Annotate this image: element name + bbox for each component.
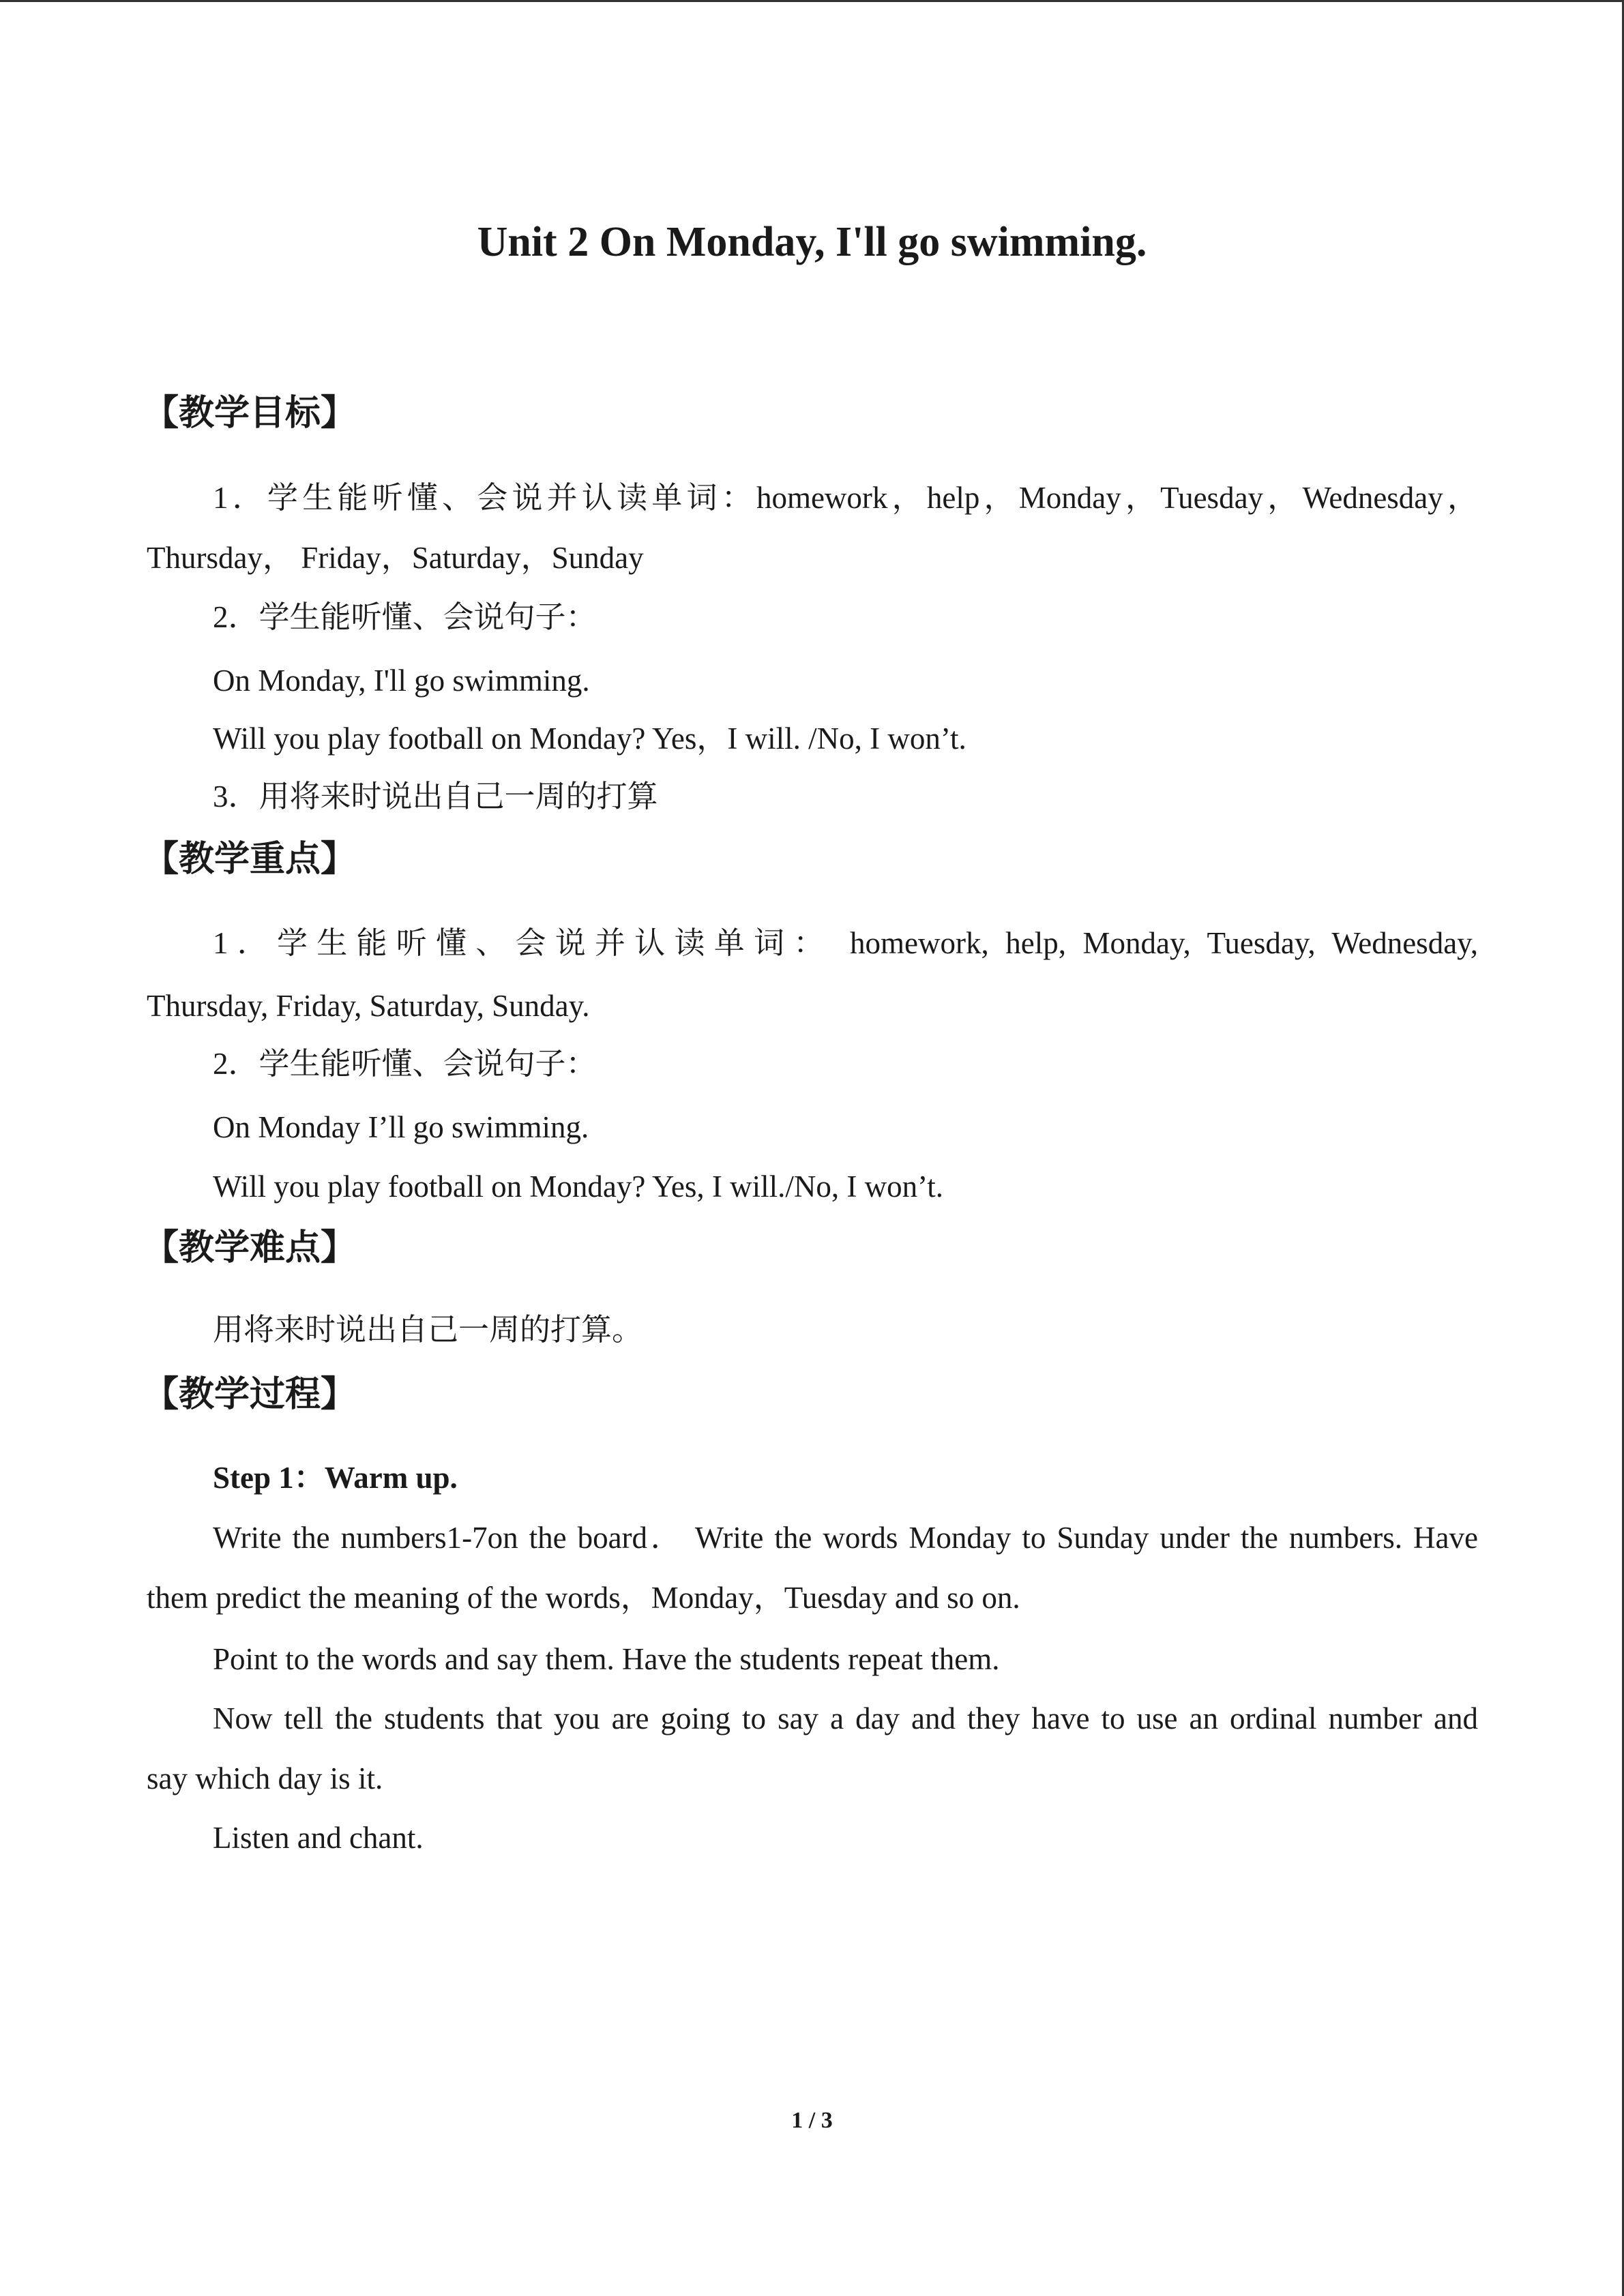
- step-1-title: Step 1：Warm up.: [213, 1461, 458, 1495]
- page-number: 1 / 3: [791, 2108, 833, 2133]
- key-points-heading: 【教学重点】: [143, 839, 357, 880]
- key-points-example-2: Will you play football on Monday? Yes, I will./No, I won’t.: [213, 1169, 944, 1204]
- objectives-example-1: On Monday, I'll go swimming.: [213, 664, 590, 698]
- objectives-item-2: 2．学生能听懂、会说句子：: [213, 600, 597, 634]
- difficulties-heading: 【教学难点】: [143, 1227, 357, 1268]
- objectives-item-1: 1．学生能听懂、会说并认读单词：homework，help，Monday，Tuesday，Wednesday，: [213, 481, 1478, 515]
- key-points-item-1-continued: Thursday, Friday, Saturday, Sunday.: [147, 989, 590, 1023]
- process-paragraph-1-line-2: them predict the meaning of the words，Monday，Tuesday and so on.: [147, 1581, 1020, 1615]
- objectives-heading: 【教学目标】: [143, 393, 357, 434]
- objectives-item-3: 3．用将来时说出自己一周的打算: [213, 779, 658, 814]
- process-paragraph-4: Listen and chant.: [213, 1821, 424, 1855]
- process-paragraph-3-line-2: say which day is it.: [147, 1761, 383, 1795]
- objectives-example-2: Will you play football on Monday? Yes，I will. /No, I won’t.: [213, 721, 966, 756]
- difficulties-item-1: 用将来时说出自己一周的打算。: [213, 1313, 643, 1347]
- document-title: Unit 2 On Monday, I'll go swimming.: [477, 219, 1147, 265]
- key-points-item-1: 1．学生能听懂、会说并认读单词： homework, help, Monday, Tuesday, Wednesday,: [213, 926, 1478, 960]
- process-paragraph-3-line-1: Now tell the students that you are going to say a day and they have to use an ordinal number and: [213, 1701, 1478, 1735]
- key-points-example-1: On Monday I’ll go swimming.: [213, 1110, 589, 1144]
- process-paragraph-1-line-1: Write the numbers1-7on the board． Write the words Monday to Sunday under the numbers. Have: [213, 1521, 1478, 1555]
- key-points-item-2: 2．学生能听懂、会说句子：: [213, 1047, 597, 1081]
- objectives-item-1-continued: Thursday， Friday，Saturday，Sunday: [147, 541, 644, 575]
- process-heading: 【教学过程】: [143, 1374, 357, 1415]
- process-paragraph-2: Point to the words and say them. Have the students repeat them.: [213, 1642, 1000, 1676]
